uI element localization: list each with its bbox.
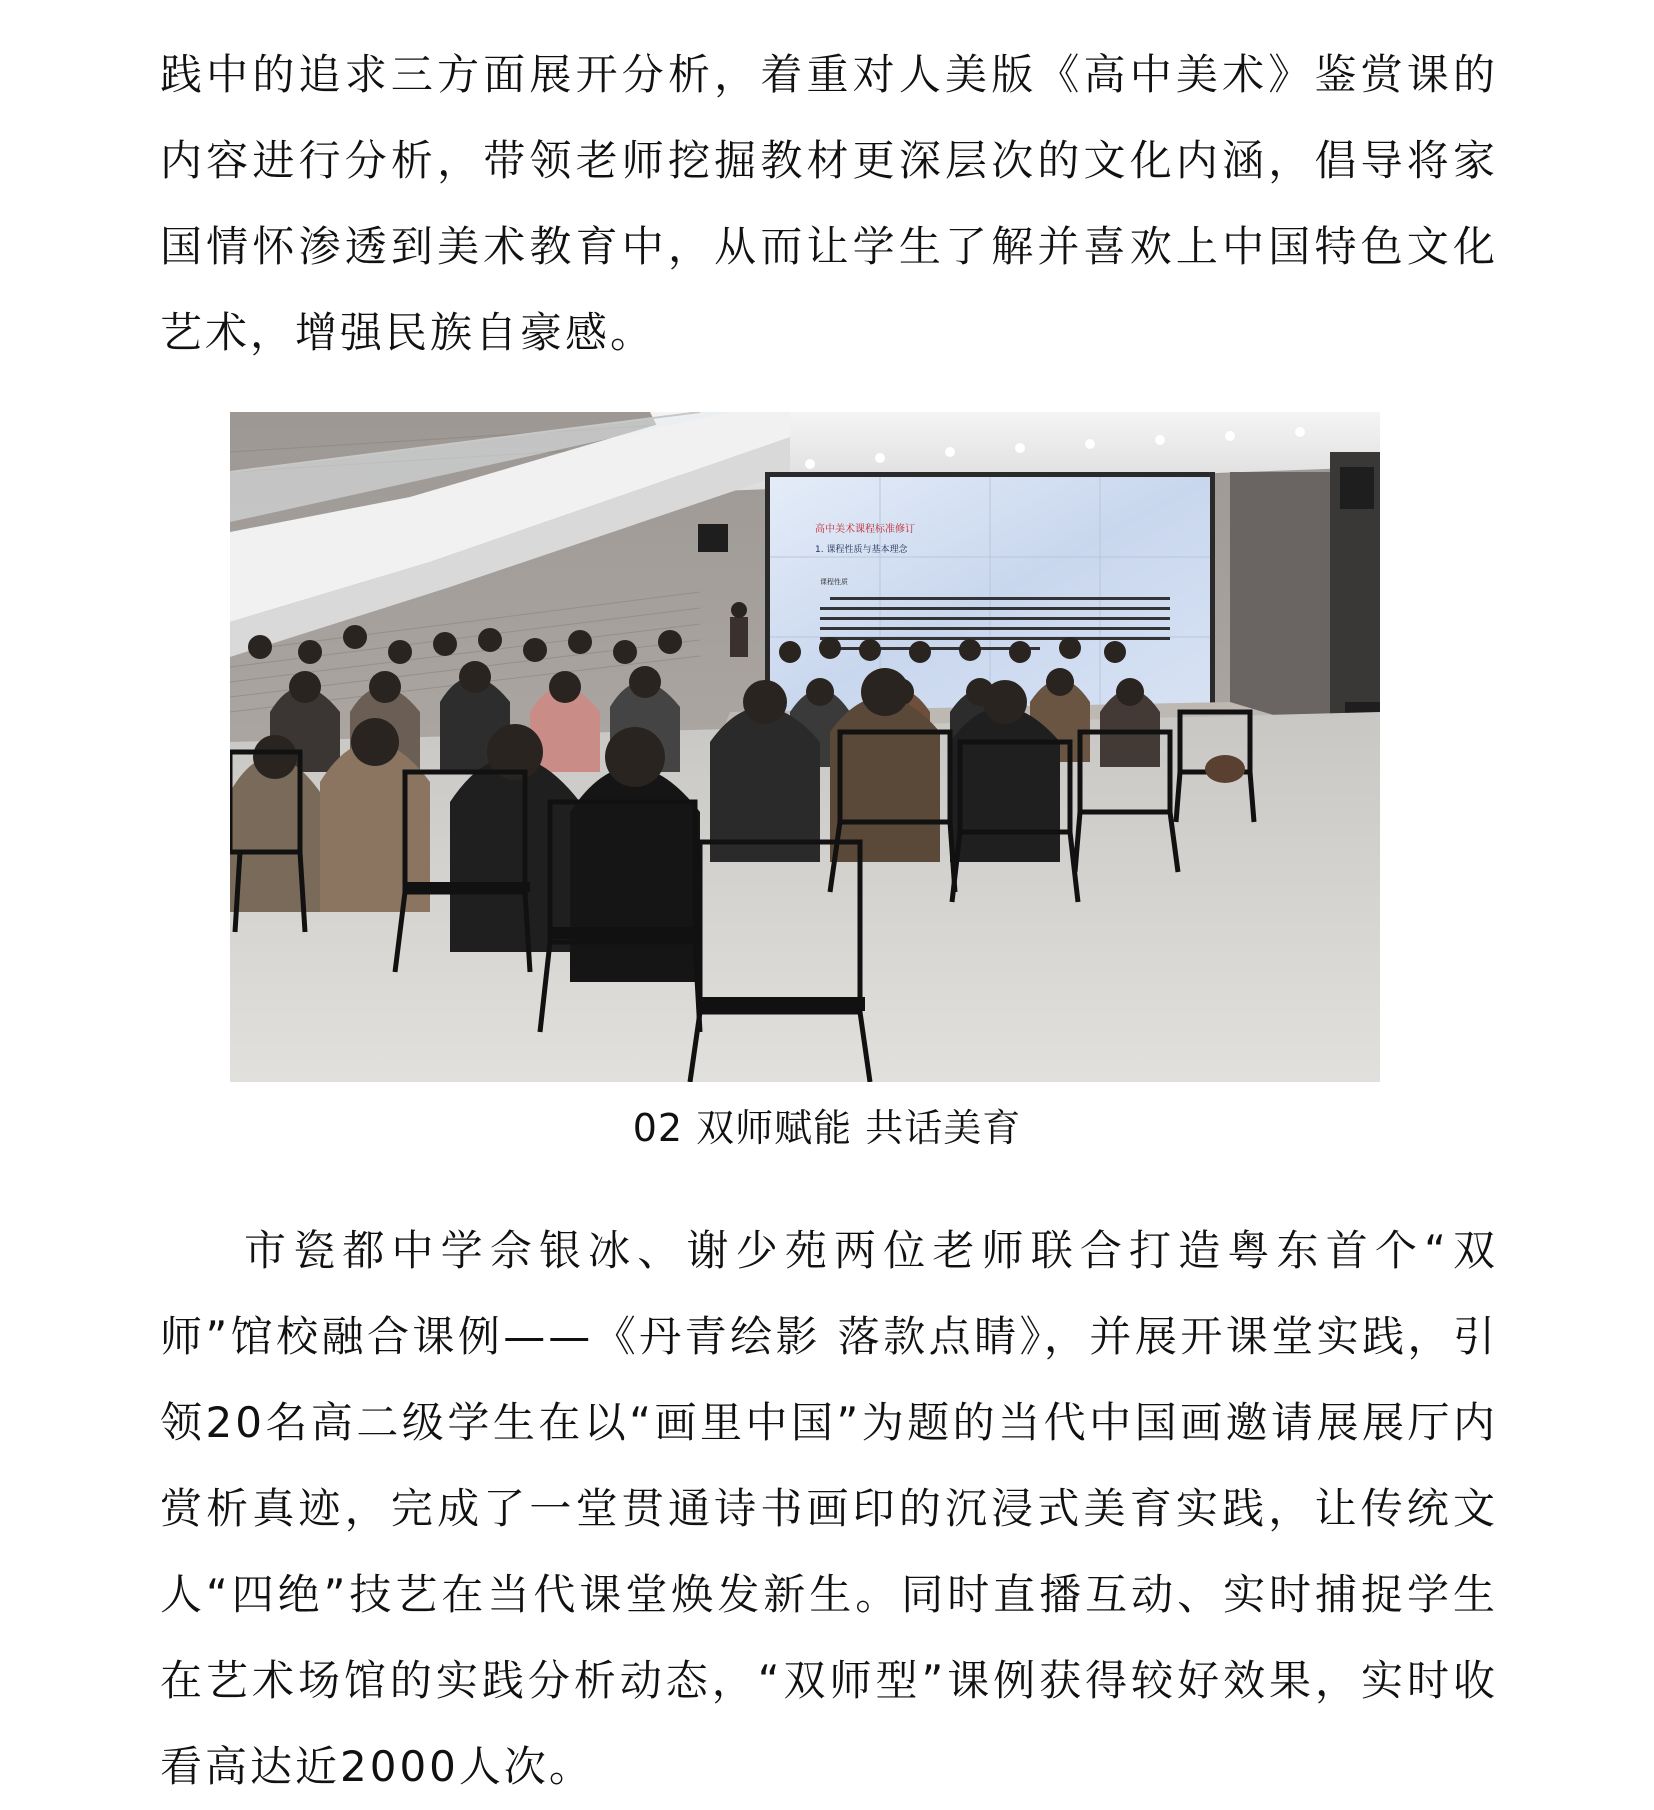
screen-section: 课程性质 bbox=[820, 578, 848, 586]
lecture-photo bbox=[230, 412, 1380, 1082]
screen-subtitle: 1. 课程性质与基本理念 bbox=[815, 545, 908, 555]
paragraph-top: 践中的追求三方面展开分析，着重对人美版《高中美术》鉴赏课的内容进行分析，带领老师挖掘教材更深层次的文化内涵，倡导将家国情怀渗透到美术教育中，从而让学生了解并喜欢上中国特色文化艺术，增强民族自豪感。 bbox=[160, 50, 1498, 357]
paragraph-bottom: 市瓷都中学佘银冰、谢少苑两位老师联合打造粤东首个“双师”馆校融合课例——《丹青绘影 落款点睛》，并展开课堂实践，引领20名高二级学生在以“画里中国”为题的当代中国画邀请展展厅内赏析真迹，完成了一堂贯通诗书画印的沉浸式美育实践，让传统文人“四绝”技艺在当代课堂焕发新生。同时直播互动、实时捕捉学生在艺术场馆的实践分析动态，“双师型”课例获得较好效果，实时收看高达近2000人次。 bbox=[160, 1226, 1498, 1791]
photo-caption: 02 双师赋能 共话美育 bbox=[632, 1106, 1022, 1150]
screen-title: 高中美术课程标准修订 bbox=[815, 524, 915, 535]
lecture-photo-illustration bbox=[230, 412, 1380, 1082]
